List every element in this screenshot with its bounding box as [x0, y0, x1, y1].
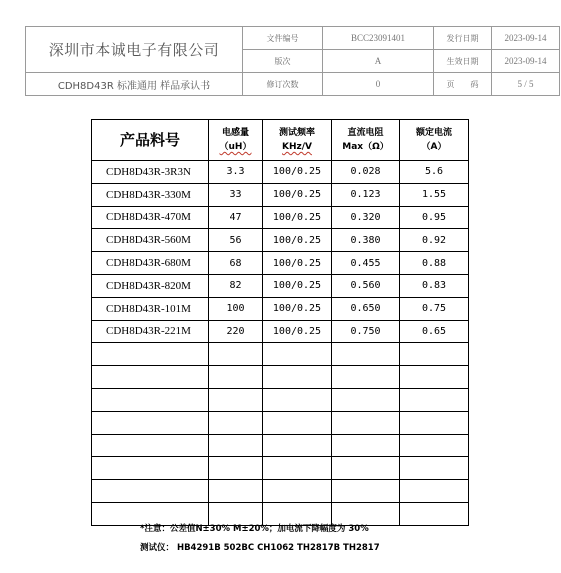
part-number-cell: CDH8D43R-330M — [92, 183, 209, 206]
rated-current-cell: 0.88 — [400, 252, 469, 275]
header-value: BCC23091401 — [323, 27, 434, 50]
test-frequency-cell: 100/0.25 — [263, 206, 332, 229]
empty-cell — [400, 480, 469, 503]
column-header-test-frequency: 测试频率 KHz/V — [263, 120, 332, 161]
test-frequency-cell: 100/0.25 — [263, 252, 332, 275]
column-header-part-number: 产品料号 — [92, 120, 209, 161]
tolerance-note: *注意：公差值N±30% M±20%；加电流下降幅度为 30% — [140, 524, 369, 534]
dc-resistance-cell: 0.123 — [332, 183, 400, 206]
footer-notes — [140, 520, 380, 558]
inductance-cell: 100 — [209, 297, 263, 320]
part-number-cell: CDH8D43R-820M — [92, 274, 209, 297]
inductance-cell: 47 — [209, 206, 263, 229]
part-number-cell: CDH8D43R-680M — [92, 252, 209, 275]
column-header-dc-resistance: 直流电阻 Max（Ω） — [332, 120, 400, 161]
part-number-cell: CDH8D43R-560M — [92, 229, 209, 252]
empty-cell — [263, 366, 332, 389]
empty-cell — [400, 388, 469, 411]
test-frequency-cell: 100/0.25 — [263, 183, 332, 206]
dc-resistance-cell: 0.028 — [332, 161, 400, 184]
table-row — [92, 183, 469, 206]
empty-table-row — [92, 388, 469, 411]
header-value: A — [323, 50, 434, 73]
test-instruments-note: 测试仪： HB4291B 502BC CH1062 TH2817B TH2817 — [140, 543, 380, 553]
empty-cell — [332, 388, 400, 411]
spec-table — [91, 119, 469, 526]
empty-table-row — [92, 434, 469, 457]
column-header-rated-current: 额定电流 （A） — [400, 120, 469, 161]
inductance-cell: 33 — [209, 183, 263, 206]
empty-cell — [263, 434, 332, 457]
part-number-cell: CDH8D43R-3R3N — [92, 161, 209, 184]
empty-cell — [332, 366, 400, 389]
rated-current-cell: 0.95 — [400, 206, 469, 229]
header-label: 生效日期 — [434, 50, 492, 73]
empty-table-row — [92, 343, 469, 366]
empty-cell — [263, 457, 332, 480]
inductance-cell: 82 — [209, 274, 263, 297]
inductance-cell: 56 — [209, 229, 263, 252]
table-row — [92, 274, 469, 297]
test-frequency-cell: 100/0.25 — [263, 161, 332, 184]
dc-resistance-cell: 0.560 — [332, 274, 400, 297]
spec-table-header — [92, 120, 469, 161]
header-label: 文件编号 — [243, 27, 323, 50]
empty-cell — [209, 366, 263, 389]
empty-cell — [209, 434, 263, 457]
empty-cell — [92, 480, 209, 503]
dc-resistance-cell: 0.380 — [332, 229, 400, 252]
empty-cell — [400, 457, 469, 480]
empty-cell — [209, 388, 263, 411]
empty-cell — [263, 480, 332, 503]
column-header-inductance: 电感量 （uH） — [209, 120, 263, 161]
inductance-cell: 3.3 — [209, 161, 263, 184]
empty-table-row — [92, 411, 469, 434]
empty-cell — [332, 343, 400, 366]
header-row-1 — [26, 27, 560, 50]
test-frequency-cell: 100/0.25 — [263, 229, 332, 252]
rated-current-cell: 0.65 — [400, 320, 469, 343]
rated-current-cell: 0.75 — [400, 297, 469, 320]
empty-cell — [92, 388, 209, 411]
empty-table-row — [92, 480, 469, 503]
empty-cell — [400, 411, 469, 434]
header-value: 2023-09-14 — [492, 50, 560, 73]
test-frequency-cell: 100/0.25 — [263, 320, 332, 343]
table-row — [92, 161, 469, 184]
empty-cell — [209, 343, 263, 366]
test-frequency-cell: 100/0.25 — [263, 274, 332, 297]
dc-resistance-cell: 0.650 — [332, 297, 400, 320]
empty-cell — [209, 457, 263, 480]
empty-cell — [263, 388, 332, 411]
header-label: 页 码 — [434, 73, 492, 96]
rated-current-cell: 1.55 — [400, 183, 469, 206]
header-row-3 — [26, 73, 560, 96]
part-number-cell: CDH8D43R-101M — [92, 297, 209, 320]
empty-cell — [92, 343, 209, 366]
rated-current-cell: 0.92 — [400, 229, 469, 252]
empty-cell — [332, 480, 400, 503]
header-value: 2023-09-14 — [492, 27, 560, 50]
header-label: 版次 — [243, 50, 323, 73]
empty-cell — [92, 366, 209, 389]
empty-cell — [263, 411, 332, 434]
rated-current-cell: 5.6 — [400, 161, 469, 184]
empty-table-row — [92, 457, 469, 480]
dc-resistance-cell: 0.455 — [332, 252, 400, 275]
document-header — [25, 26, 560, 96]
inductance-cell: 68 — [209, 252, 263, 275]
empty-cell — [332, 457, 400, 480]
header-label: 修订次数 — [243, 73, 323, 96]
empty-cell — [92, 434, 209, 457]
empty-cell — [400, 366, 469, 389]
rated-current-cell: 0.83 — [400, 274, 469, 297]
empty-table-row — [92, 366, 469, 389]
header-value: 5 / 5 — [492, 73, 560, 96]
table-row — [92, 252, 469, 275]
header-label: 发行日期 — [434, 27, 492, 50]
empty-cell — [92, 457, 209, 480]
test-frequency-cell: 100/0.25 — [263, 297, 332, 320]
empty-cell — [332, 434, 400, 457]
spec-table-body — [92, 161, 469, 526]
empty-cell — [92, 411, 209, 434]
empty-cell — [400, 434, 469, 457]
company-name: 深圳市本诚电子有限公司 — [26, 27, 243, 73]
table-row — [92, 297, 469, 320]
table-row — [92, 206, 469, 229]
empty-cell — [263, 343, 332, 366]
header-value: 0 — [323, 73, 434, 96]
dc-resistance-cell: 0.750 — [332, 320, 400, 343]
empty-cell — [400, 502, 469, 525]
dc-resistance-cell: 0.320 — [332, 206, 400, 229]
table-row — [92, 320, 469, 343]
inductance-cell: 220 — [209, 320, 263, 343]
document-subtitle: CDH8D43R 标准通用 样品承认书 — [26, 73, 243, 96]
table-row — [92, 229, 469, 252]
empty-cell — [400, 343, 469, 366]
empty-cell — [332, 411, 400, 434]
part-number-cell: CDH8D43R-470M — [92, 206, 209, 229]
part-number-cell: CDH8D43R-221M — [92, 320, 209, 343]
empty-cell — [209, 480, 263, 503]
empty-cell — [209, 411, 263, 434]
